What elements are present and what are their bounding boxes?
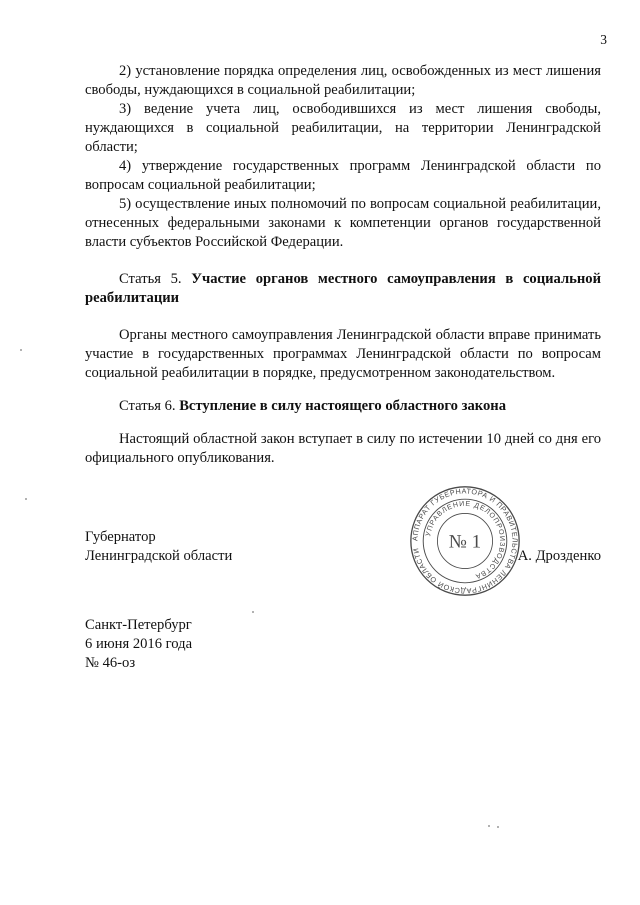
list-item: 3) ведение учета лиц, освободившихся из мест лишения свободы, нуждающихся в социальной реабилитации, на территории Ленинградской области; [85,101,601,155]
scan-speck [25,498,27,500]
scan-speck [488,825,490,827]
article-6-title: Вступление в силу настоящего областного закона [179,398,506,414]
document-body [85,62,601,468]
article-6-number: Статья 6. [119,398,176,414]
article-5-number: Статья 5. [119,271,182,287]
list-item: 2) установление порядка определения лиц, освобожденных из мест лишения свободы, нуждающихся в социальной реабилитации; [85,63,601,98]
governor-region: Ленинградской области [85,548,233,564]
article-5-text: Органы местного самоуправления Ленинградской области вправе принимать участие в государственных программах Ленинградской области по вопросам социальной реабилитации в порядке, предусмотренном законодательством. [85,327,601,381]
article-5-title: Участие органов местного самоуправления в социальной реабилитации [85,271,601,306]
page-number: 3 [600,32,607,47]
scan-speck [252,611,254,613]
article-6-text: Настоящий областной закон вступает в силу по истечении 10 дней со дня его официального опубликования. [85,431,601,466]
city: Санкт-Петербург [85,617,192,633]
governor-title: Губернатор [85,529,156,545]
list-item: 5) осуществление иных полномочий по вопросам социальной реабилитации, отнесенных федеральными законами к компетенции органов государственной власти субъектов Российской Федерации. [85,196,601,250]
signature-block [85,528,601,566]
date: 6 июня 2016 года [85,636,193,652]
official-seal-stamp [408,484,522,598]
scan-speck [497,826,499,828]
seal-outer-text: АППАРАТ ГУБЕРНАТОРА И ПРАВИТЕЛЬСТВА ЛЕНИНГРАДСКОЙ ОБЛАСТИ [410,486,520,596]
scan-speck [20,349,22,351]
article-5-heading [85,270,601,308]
seal-inner-text: УПРАВЛЕНИЕ ДЕЛОПРОИЗВОДСТВА [425,500,506,580]
seal-center-text: № 1 [448,531,482,553]
governor-name: А. Дрозденко [517,548,601,564]
law-number: № 46-оз [85,655,136,671]
document-footer [85,616,192,673]
article-6-heading [85,397,601,416]
list-item: 4) утверждение государственных программ Ленинградской области по вопросам социальной реабилитации; [85,158,601,193]
